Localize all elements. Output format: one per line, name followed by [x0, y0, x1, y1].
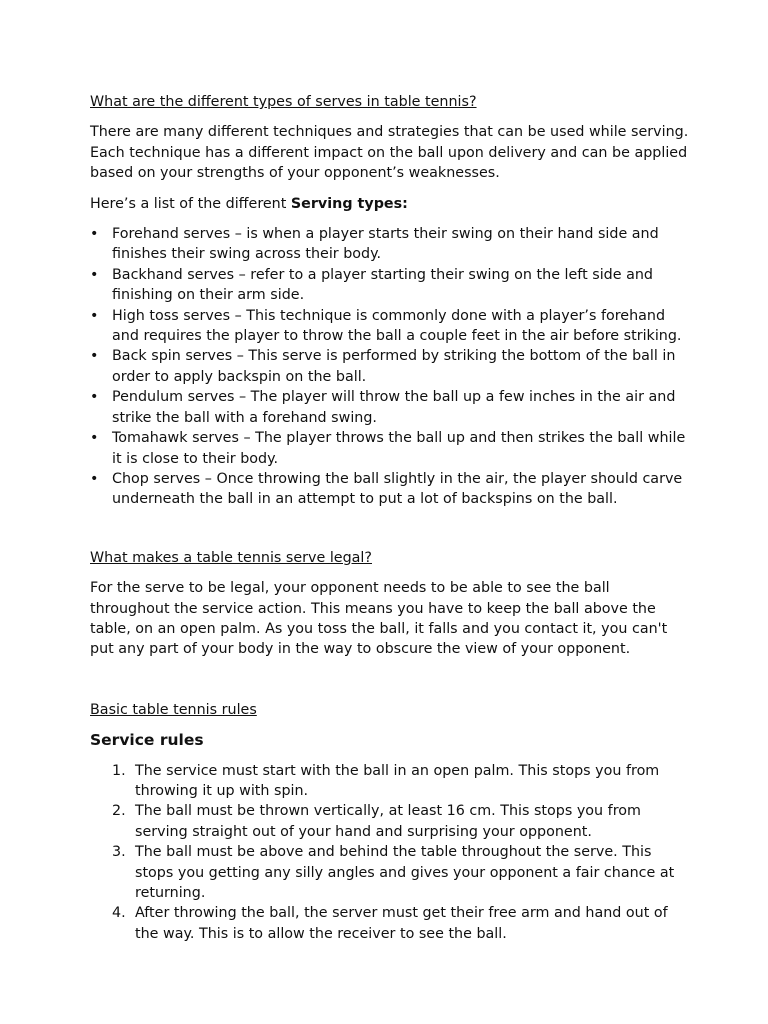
list-item: [90, 428, 690, 469]
list-item: [112, 842, 690, 903]
list-item-text: After throwing the ball, the server must get their free arm and hand out of the way. This is to allow the receiver to see the ball.: [135, 905, 668, 942]
list-item: [112, 903, 690, 944]
list-item: [90, 224, 690, 265]
list-item-text: The ball must be above and behind the table throughout the serve. This stops you getting any silly angles and gives your opponent a fair chance at returning.: [135, 844, 675, 901]
section-heading-legal-serve: What makes a table tennis serve legal?: [90, 549, 372, 566]
list-item: [112, 761, 690, 802]
list-intro-text: Here’s a list of the different: [90, 195, 291, 212]
section-heading-basic-rules: Basic table tennis rules: [90, 701, 257, 718]
list-item-text: The ball must be thrown vertically, at least 16 cm. This stops you from serving straight out of your hand and surprising your opponent.: [135, 803, 641, 840]
bullet-icon: •: [90, 348, 99, 365]
document-page: [90, 92, 690, 944]
list-intro: [90, 194, 690, 214]
bullet-icon: •: [90, 389, 99, 406]
list-item-number: 3.: [112, 844, 126, 861]
list-item-number: 2.: [112, 803, 126, 820]
list-item-number: 1.: [112, 762, 126, 779]
list-item: [90, 265, 690, 306]
bullet-icon: •: [90, 266, 99, 283]
list-item-text: The service must start with the ball in an open palm. This stops you from throwing it up with spin.: [135, 762, 660, 799]
service-rules-list: [90, 761, 690, 945]
bullet-icon: •: [90, 307, 99, 324]
service-rules-title: Service rules: [90, 731, 204, 750]
bullet-icon: •: [90, 430, 99, 447]
list-item-text: High toss serves – This technique is commonly done with a player’s forehand and requires the player to throw the ball a couple feet in the air before striking.: [112, 307, 682, 345]
list-item-text: Forehand serves – is when a player starts their swing on their hand side and finishes their swing across their body.: [112, 226, 659, 263]
list-item: [90, 469, 690, 510]
list-intro-bold: Serving types:: [290, 195, 408, 212]
serve-types-list: [90, 224, 690, 510]
list-item-number: 4.: [112, 905, 126, 922]
list-item: [90, 346, 690, 387]
legal-serve-paragraph: For the serve to be legal, your opponent needs to be able to see the ball throughout the service action. This means you have to keep the ball above the table, on an open palm. As you toss the ball, it falls and you contact it, you can't put any part of your body in the way to obscure the view of your opponent.: [90, 580, 668, 658]
list-item-text: Back spin serves – This serve is performed by striking the bottom of the ball in order to apply backspin on the ball.: [112, 348, 676, 385]
bullet-icon: •: [90, 470, 99, 487]
list-item: [90, 306, 690, 347]
intro-paragraph: There are many different techniques and strategies that can be used while serving. Each technique has a different impact on the ball upon delivery and can be applied based on your strengths of your opponent’s weaknesses.: [90, 124, 689, 182]
list-item-text: Chop serves – Once throwing the ball slightly in the air, the player should carve underneath the ball in an attempt to put a lot of backspins on the ball.: [112, 470, 683, 508]
bullet-icon: •: [90, 226, 99, 243]
list-item-text: Tomahawk serves – The player throws the ball up and then strikes the ball while it is close to their body.: [112, 430, 686, 467]
list-item-text: Pendulum serves – The player will throw the ball up a few inches in the air and strike the ball with a forehand swing.: [112, 389, 676, 426]
list-item-text: Backhand serves – refer to a player starting their swing on the left side and finishing on their arm side.: [112, 266, 653, 304]
list-item: [90, 387, 690, 428]
list-item: [112, 801, 690, 842]
section-heading-serve-types: What are the different types of serves in table tennis?: [90, 94, 477, 110]
